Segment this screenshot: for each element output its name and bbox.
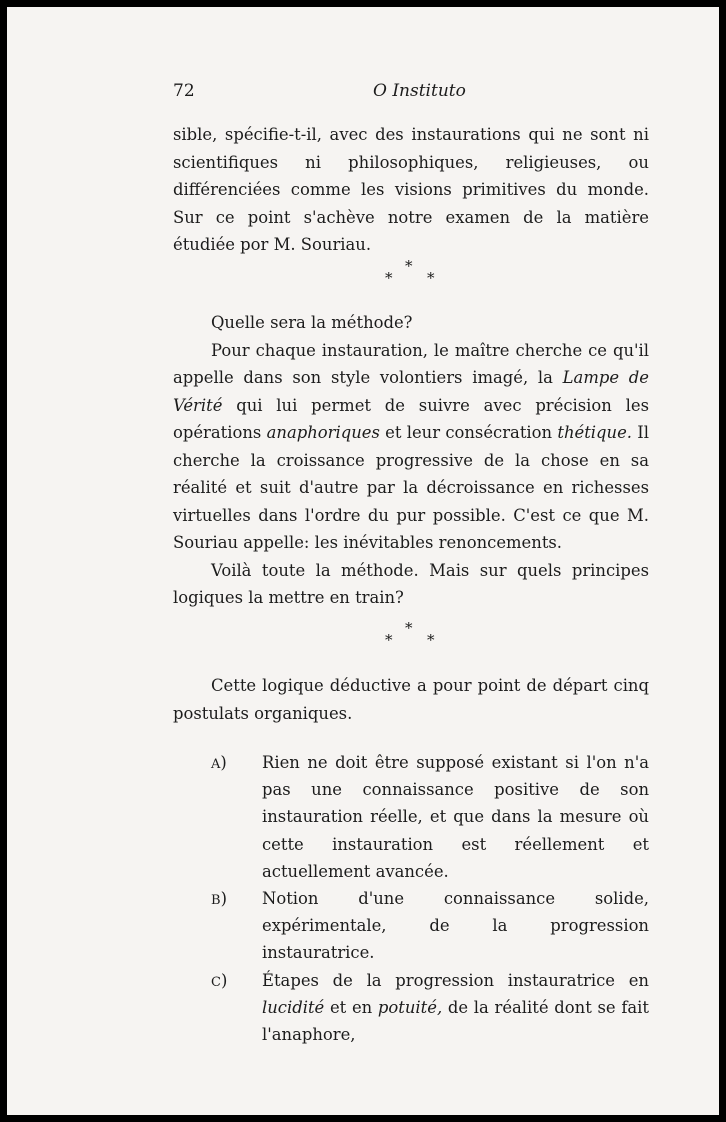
paragraph-1 (173, 121, 649, 259)
thetique-term: thétique. (557, 423, 632, 442)
paragraph-3 (173, 337, 649, 557)
paragraph-3-part-d: Il cherche la croissance progressive de la chose en sa réalité et suit d'autre par la décroissance en richesses virtuelles dans l'ordre du pur possible. C'est ce que M. Souriau appelle: les inévitables renoncements. (173, 423, 649, 552)
list-marker-b: B) (211, 889, 227, 909)
separator-star-top: * (405, 257, 413, 275)
section-separator-1 (379, 257, 439, 297)
list-marker-c: C) (211, 970, 228, 990)
separator-star-top: * (405, 619, 413, 637)
paragraph-5 (173, 672, 649, 727)
page-header (173, 81, 649, 107)
page-number: 72 (173, 81, 195, 101)
book-page (7, 7, 719, 1115)
separator-star-left: * (385, 269, 393, 287)
list-item-a-text: Rien ne doit être supposé existant si l'on n'a pas une connaissance positive de son instauration réelle, et que dans la mesure où cette instauration est réellement et actuellement avancée. (262, 753, 649, 881)
paragraph-3-part-b: qui lui permet de suivre avec précision les opérations (173, 395, 649, 442)
list-marker-a: A) (211, 753, 227, 772)
paragraph-1-text: sible, spécifie-t-il, avec des instaurations qui ne sont ni scientifiques ni philosophiques, religieuses, ou différenciées comme les visions primitives du monde. Sur ce point s'achève notre examen de la matière étudiée por M. Souriau. (173, 125, 649, 254)
paragraph-4: Voilà toute la méthode. Mais sur quels principes logiques la mettre en train? (173, 560, 649, 607)
lucidite-term: lucidité (262, 997, 325, 1017)
section-separator-2 (379, 619, 439, 659)
potuite-term: potuité, (377, 997, 443, 1017)
postulates-list (173, 749, 649, 1048)
list-item-c-text: Étapes de la progression instauratrice en lucidité et en potuité, de la réalité dont se fait l'anaphore, (262, 970, 649, 1045)
list-item-b (173, 885, 649, 967)
list-item-b-text: Notion d'une connaissance solide, expérimentale, de la progression instauratrice. (262, 889, 649, 963)
running-title: O Instituto (373, 81, 466, 101)
separator-star-right: * (427, 631, 435, 649)
paragraph-3-part-a: Pour chaque instauration, le maître cherche ce qu'il appelle dans son style volontiers imagé, la (173, 340, 649, 387)
paragraph-3-part-c: et leur consécration (379, 423, 558, 442)
method-section (173, 309, 649, 612)
separator-star-left: * (385, 631, 393, 649)
separator-star-right: * (427, 269, 435, 287)
anaphoriques-term: anaphoriques (266, 423, 380, 442)
lampe-de-verite-term: Lampe de Vérité (173, 368, 650, 415)
paragraph-5-text: Cette logique déductive a pour point de départ cinq postulats organiques. (173, 676, 649, 723)
list-item-c (173, 967, 649, 1049)
list-item-a (173, 749, 649, 885)
paragraph-2: Quelle sera la méthode? (211, 313, 413, 332)
